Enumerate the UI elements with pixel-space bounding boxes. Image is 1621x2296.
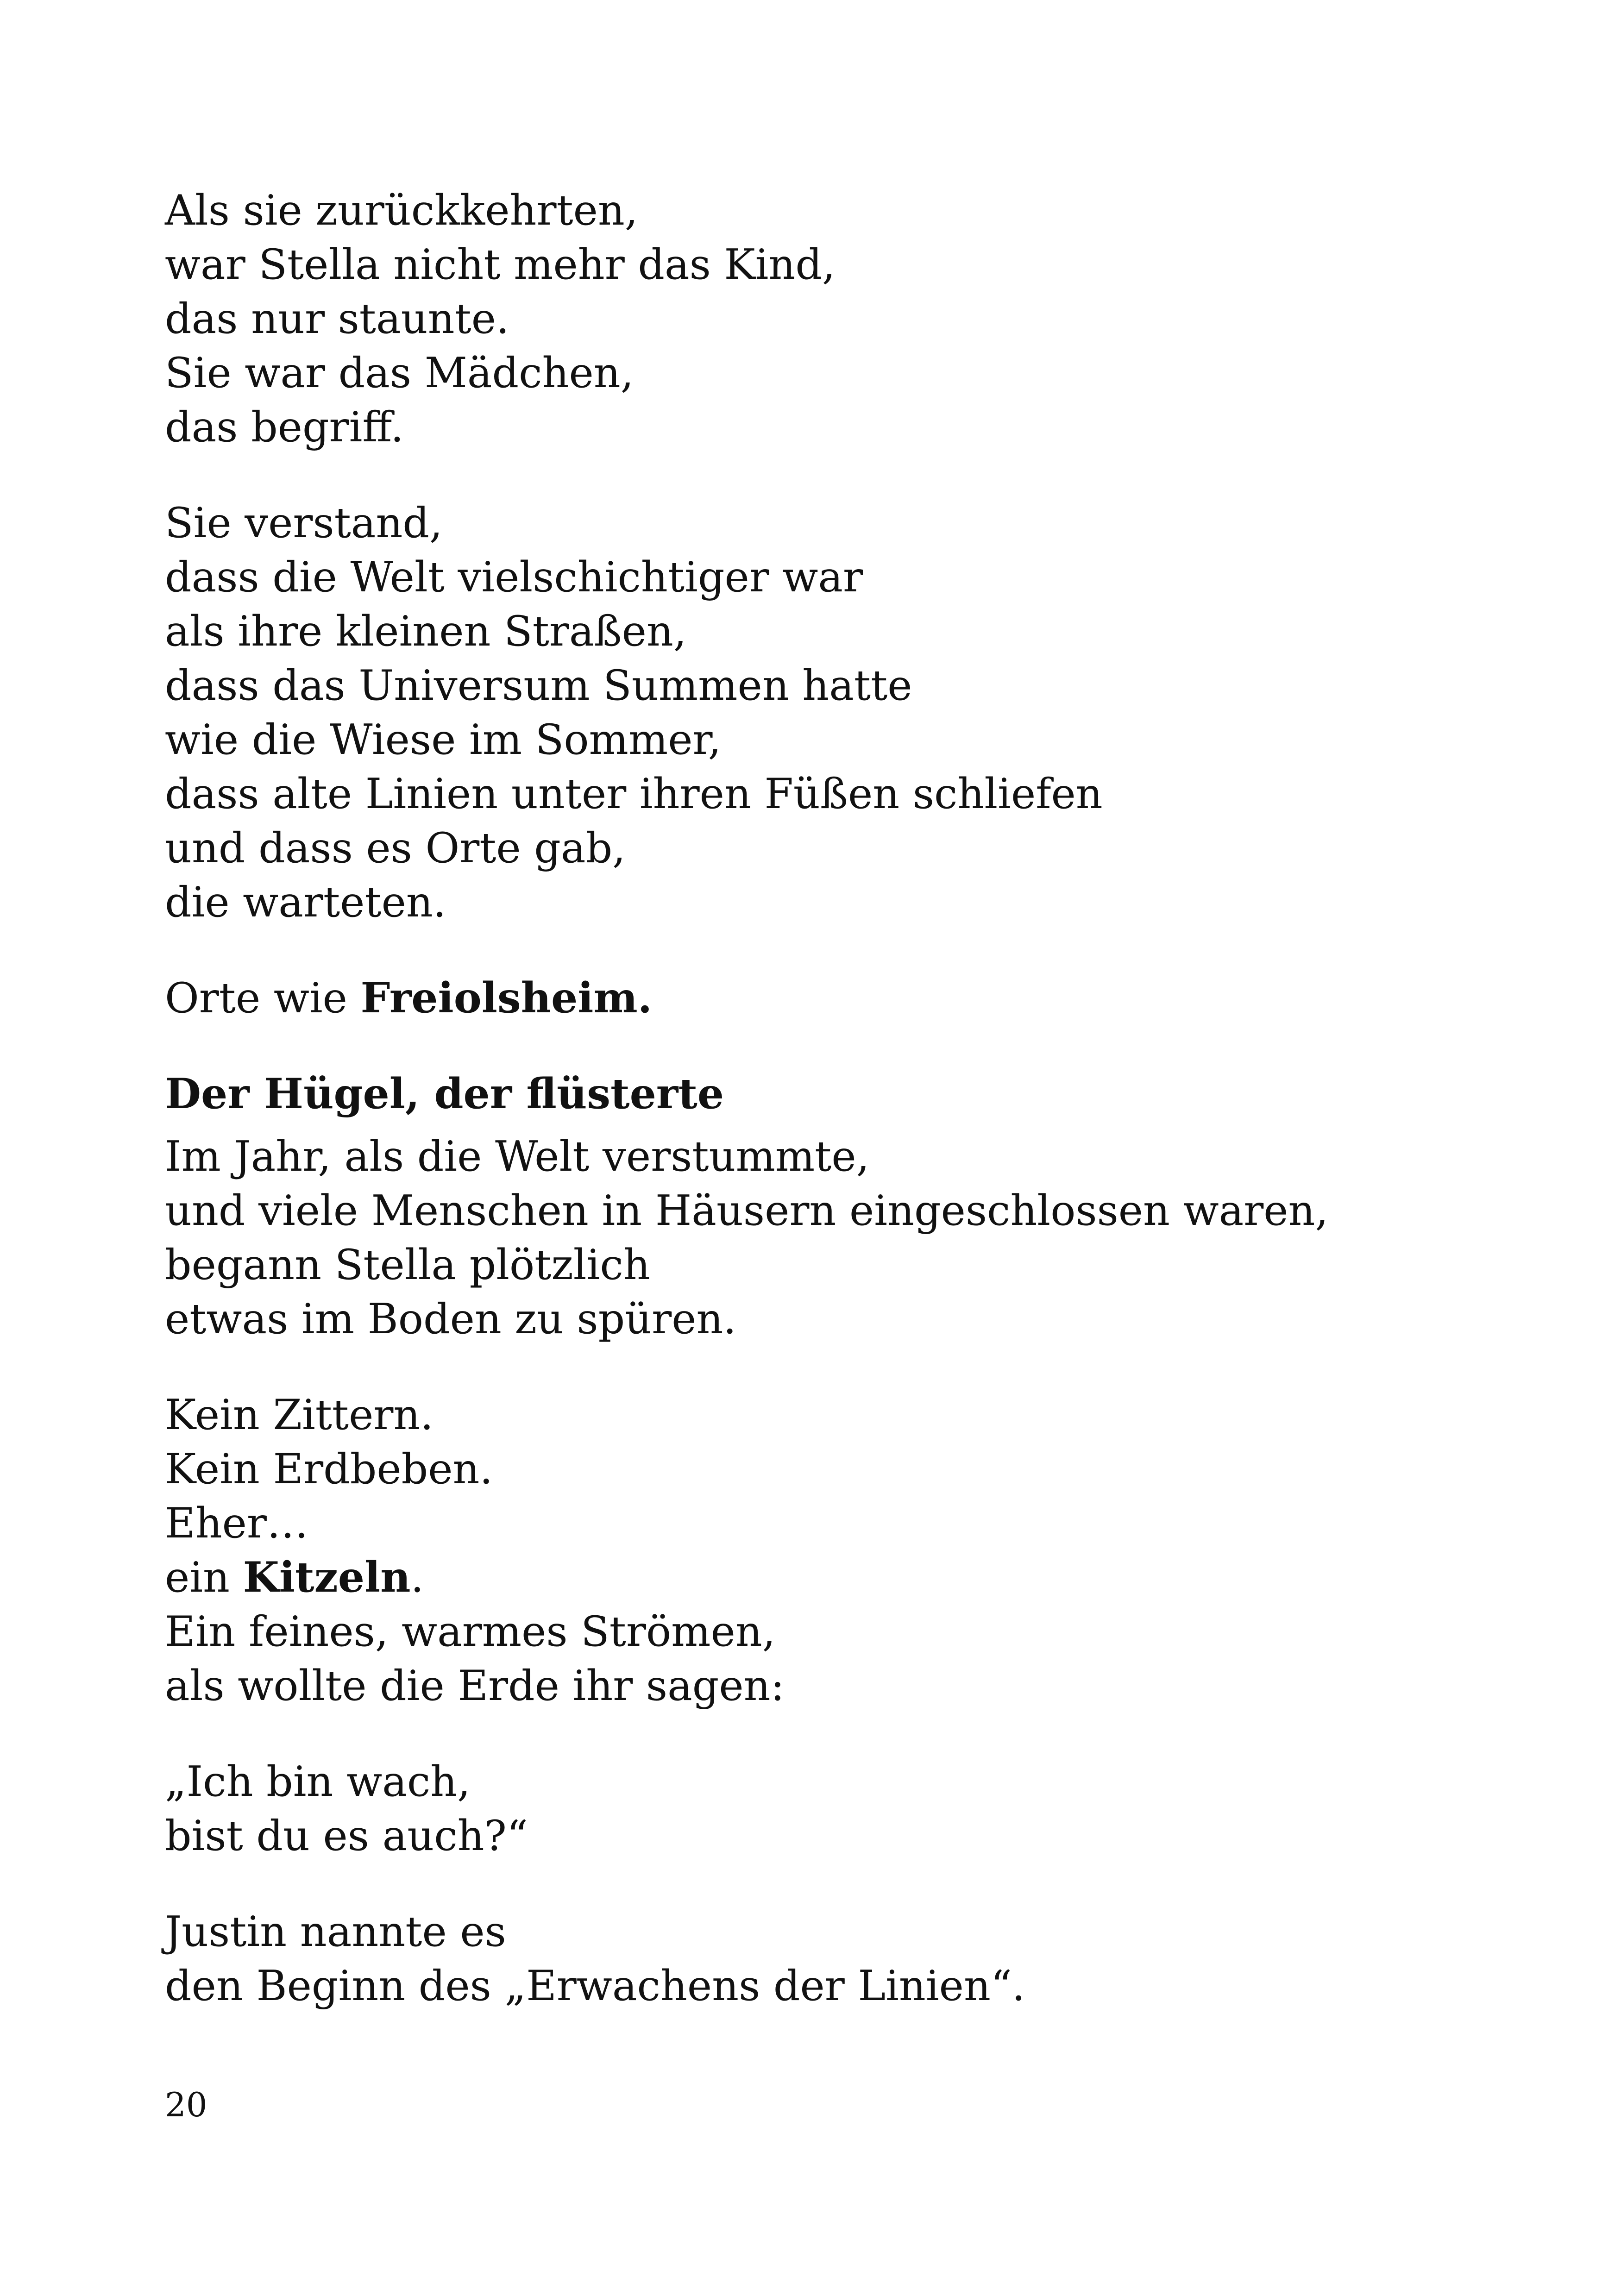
section-heading: Der Hügel, der flüsterte — [165, 1069, 724, 1118]
line-text: Orte wie — [165, 974, 361, 1023]
poem-line: die warteten. — [165, 878, 446, 927]
poem-line: Sie war das Mädchen, — [165, 349, 634, 397]
poem-line: Kein Zittern. — [165, 1391, 434, 1439]
poem-line: den Beginn des „Erwachens der Linien“. — [165, 1962, 1025, 2010]
poem-line: wie die Wiese im Sommer, — [165, 715, 722, 764]
poem-line: begann Stella plötzlich — [165, 1241, 650, 1289]
poem-line: dass alte Linien unter ihren Füßen schliefen — [165, 770, 1103, 818]
stanza-justin — [165, 1905, 1508, 2013]
poem-line: Justin nannte es — [165, 1907, 506, 1956]
poem-line: das nur staunte. — [165, 295, 509, 343]
poem-line: Sie verstand, — [165, 499, 443, 547]
poem-line: war Stella nicht mehr das Kind, — [165, 240, 836, 289]
stanza-understanding — [165, 496, 1508, 929]
poem-line: Kein Erdbeben. — [165, 1445, 493, 1493]
poem-line: „Ich bin wach, — [165, 1757, 471, 1806]
stanza-year — [165, 1129, 1508, 1346]
stanza-return — [165, 183, 1508, 454]
place-name-freiolsheim: Freiolsheim. — [360, 973, 653, 1023]
poem-line: dass die Welt vielschichtiger war — [165, 553, 863, 602]
poem-line — [165, 971, 1508, 1025]
poem-line: und dass es Orte gab, — [165, 824, 626, 872]
poem-line: Im Jahr, als die Welt verstummte, — [165, 1132, 870, 1181]
poem-line: Eher… — [165, 1499, 308, 1548]
stanza-places — [165, 971, 1508, 1025]
poem-line: das begriff. — [165, 403, 404, 452]
poem-line: Ein feines, warmes Strömen, — [165, 1607, 776, 1656]
poem-line — [165, 1550, 1508, 1605]
poem-line: als wollte die Erde ihr sagen: — [165, 1662, 785, 1710]
poem-line: Als sie zurückkehrten, — [165, 186, 638, 235]
poem-line: als ihre kleinen Straßen, — [165, 607, 687, 656]
poem-line: dass das Universum Summen hatte — [165, 661, 912, 710]
stanza-tickle — [165, 1388, 1508, 1713]
line-text: . — [410, 1553, 424, 1602]
line-text: ein — [165, 1553, 243, 1602]
emphasis-kitzeln: Kitzeln — [243, 1553, 411, 1602]
poem-line: bist du es auch?“ — [165, 1812, 528, 1860]
page-number: 20 — [165, 2085, 207, 2124]
poem-line: etwas im Boden zu spüren. — [165, 1295, 737, 1343]
stanza-quote — [165, 1755, 1508, 1863]
poem-line: und viele Menschen in Häusern eingeschlossen waren, — [165, 1186, 1329, 1235]
poem-text — [165, 183, 1508, 2055]
